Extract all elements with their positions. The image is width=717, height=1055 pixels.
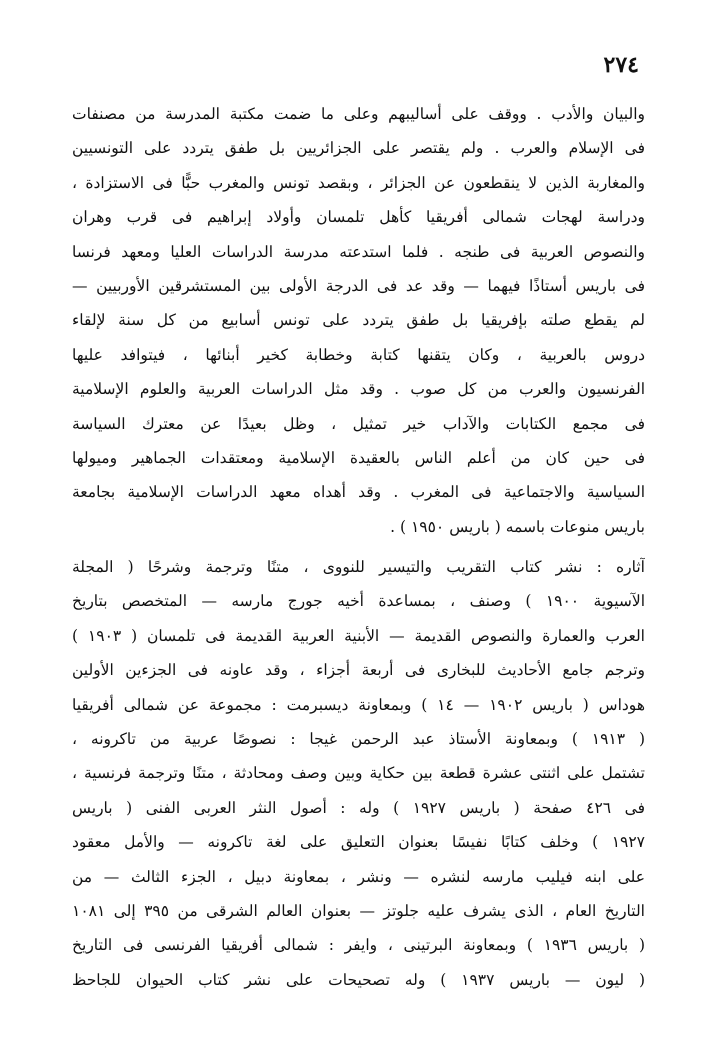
- text-line: باريس منوعات باسمه ( باريس ١٩٥٠ ) .: [390, 517, 645, 536]
- text-line: هوداس ( باريس ١٩٠٢ — ١٤ ) وبمعاونة ديسبرمت : مجموعة عن شمالى أفريقيا: [72, 695, 645, 714]
- biography-paragraph: [72, 97, 645, 544]
- text-line: السياسية والاجتماعية فى المغرب . وقد أهداه معهد الدراسات الإسلامية بجامعة: [72, 483, 645, 502]
- text-line: الفرنسيون والعرب من كل صوب . وقد مثل الدراسات العربية والعلوم الإسلامية: [72, 380, 645, 399]
- text-line: ( ليون — باريس ١٩٣٧ ) وله تصحيحات على نشر كتاب الحيوان للجاحظ: [72, 970, 645, 989]
- works-paragraph: [72, 550, 645, 997]
- text-line: والبيان والأدب . ووقف على أساليبهم وعلى ما ضمت مكتبة المدرسة من مصنفات: [72, 105, 645, 123]
- text-line: ( ١٩١٣ ) وبمعاونة الأستاذ عبد الرحمن غيجا : نصوصًا عربية من تاكرونه ،: [72, 729, 645, 748]
- text-line: دروس بالعربية ، وكان يتقنها كتابة وخطابة كخير أبنائها ، فيتوافد عليها: [72, 345, 645, 364]
- text-line: والنصوص العربية فى طنجه . فلما استدعته مدرسة الدراسات العليا ومعهد فرنسا: [72, 242, 645, 261]
- text-line: على ابنه فيليب مارسه لنشره — ونشر ، بمعاونة دبيل ، الجزء الثالث — من: [72, 867, 645, 886]
- text-line: آثاره : نشر كتاب التقريب والتيسير للنووى ، متنًا وترجمة وشرحًا ( المجلة: [72, 558, 645, 576]
- text-line: العرب والعمارة والنصوص القديمة — الأبنية العربية القديمة فى تلمسان ( ١٩٠٣ ): [72, 626, 645, 645]
- text-line: وترجم جامع الأحاديث للبخارى فى أربعة أجزاء ، وقد عاونه فى الجزءين الأولين: [72, 661, 645, 680]
- text-line: فى مجمع الكتابات والآداب خير تمثيل ، وظل بعيدًا عن معترك السياسة: [72, 414, 645, 433]
- text-line: التاريخ العام ، الذى يشرف عليه جلوتز — بعنوان العالم الشرقى من ٣٩٥ إلى ١٠٨١: [72, 901, 645, 920]
- page-number: ٢٧٤: [603, 52, 639, 78]
- text-line: تشتمل على اثنتى عشرة قطعة بين حكاية وبين وصف ومحادثة ، متنًا وترجمة فرنسية ،: [72, 764, 645, 783]
- text-line: فى حين كان من أعلم الناس بالعقيدة الإسلامية ومعتقدات الجماهير وميولها: [72, 448, 645, 467]
- text-line: الآسيوية ١٩٠٠ ) وصنف ، بمساعدة أخيه جورج مارسه — المتخصص بتاريخ: [72, 592, 645, 611]
- text-line: فى باريس أستاذًا فيهما — وقد عد فى الدرجة الأولى بين المستشرقين الأوربيين —: [72, 276, 645, 295]
- text-line: فى الإسلام والعرب . ولم يقتصر على الجزائريين بل طفق يتردد على التونسيين: [72, 139, 645, 158]
- text-line: والمغاربة الذين لا ينقطعون عن الجزائر ، وبقصد تونس والمغرب حبًّا فى الاستزادة ،: [72, 173, 645, 192]
- text-line: ودراسة لهجات شمالى أفريقيا كأهل تلمسان وأولاد إبراهيم فى قرب وهران: [72, 208, 645, 227]
- text-line: ( باريس ١٩٣٦ ) وبمعاونة البرتينى ، وايفر : شمالى أفريقيا الفرنسى فى التاريخ: [72, 936, 645, 955]
- text-line: فى ٤٢٦ صفحة ( باريس ١٩٢٧ ) وله : أصول النثر العربى الفنى ( باريس: [72, 798, 645, 817]
- text-line: لم يقطع صلته بإفريقيا بل طفق يتردد على تونس أسابيع من كل سنة لإلقاء: [72, 311, 645, 330]
- text-line: ١٩٢٧ ) وخلف كتابًا نفيسًا بعنوان التعليق على لغة تاكرونه — والأمل معقود: [72, 833, 645, 852]
